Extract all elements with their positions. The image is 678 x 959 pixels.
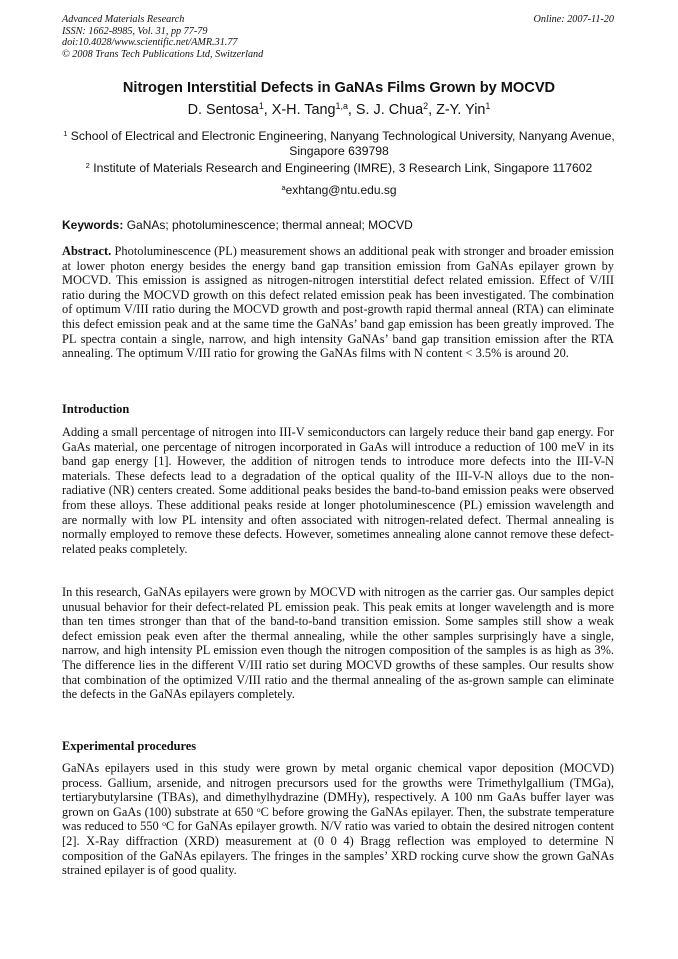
affiliation-mark: 1	[63, 128, 68, 138]
doi-line: doi:10.4028/www.scientific.net/AMR.31.77	[62, 37, 238, 48]
email-mark: a	[281, 182, 286, 192]
affiliation-2	[62, 161, 616, 176]
author-name: Z-Y. Yin	[436, 102, 486, 118]
abstract-text: Photoluminescence (PL) measurement shows an additional peak with stronger and broader emission at lower photon energy besides the energy band gap transition emission from GaNAs epilayer grown by MOCVD. This emission is assigned as nitrogen-nitrogen interstitial defect related emission. Effect of V/III ratio during the MOCVD growth on this defect related emission peak has been investigated. The combination of optimum V/III ratio during the MOCVD growth and post-growth rapid thermal anneal (RTA) can eliminate this defect emission peak and at the same time the GaNAs’ band gap emission has been greatly improved. The PL spectra contain a single, narrow, and high intensity GaNAs’ band gap transition emission after the RTA annealing. The optimum V/III ratio for growing the GaNAs films with N content < 3.5% is around 20.	[62, 244, 614, 361]
intro-paragraph-2: In this research, GaNAs epilayers were grown by MOCVD with nitrogen as the carrier gas. Our samples depict unusual behavior for their defect-related PL emission peak. This peak emits at longer wavelength and is more than ten times stronger than that of the band-to-band transition emission. Some samples still show a weak defect emission peak even after the thermal annealing, while the other samples surprisingly have a single, narrow, and high intensity PL emission even though the nitrogen composition of the samples is as high as 3%. The difference lies in the different V/III ratio set during MOCVD growths of these samples. Our results show that combination of the optimized V/III ratio and the thermal annealing of the as-grown sample can eliminate the defects in the GaNAs epilayers completely.	[62, 585, 614, 702]
author-list: D. Sentosa$^1$, X-H. Tang$^{1,a}$, S. J. Chua$^2$, Z-Y. Yin$^1$	[187, 101, 491, 118]
author-affil-mark: 2	[423, 101, 429, 112]
online-date: Online: 2007-11-20	[533, 14, 614, 25]
email-address[interactable]: exhtang@ntu.edu.sg	[285, 183, 397, 197]
abstract-label: Abstract.	[62, 244, 112, 258]
experimental-text-a: GaNAs epilayers used in this study were grown by metal organic chemical vapor deposition (MOCVD) process. Gallium, arsenide, and nitrogen precursors used for the growths were Trimethylgallium (TMGa), tertiarybutylarsine (TBAs), and dimethylhydrazine (DMHy), respectively. A 100 nm GaAs buffer layer was grown on GaAs (100) substrate at 650	[62, 761, 614, 819]
copyright-line: © 2008 Trans Tech Publications Ltd, Switzerland	[62, 48, 264, 60]
affiliation-mark: 2	[85, 160, 90, 170]
affiliation-text: Institute of Materials Research and Engineering (IMRE), 3 Research Link, Singapore 117602	[93, 161, 593, 175]
keywords-text: GaNAs; photoluminescence; thermal anneal; MOCVD	[126, 218, 413, 232]
section-heading-introduction: Introduction	[62, 402, 130, 416]
experimental-text-c: C for GaNAs epilayer growth. N/V ratio was varied to obtain the desired nitrogen content [2]. X-Ray diffraction (XRD) measurement at (0 0 4) Bragg reflection was employed to determine N composition of the GaNAs epilayers. The fringes in the samples’ XRD rocking curve show the grown GaNAs strained epilayer is of good quality.	[62, 819, 614, 878]
degree-mark: o	[162, 819, 166, 829]
keywords-label: Keywords:	[62, 218, 124, 232]
paper-title: Nitrogen Interstitial Defects in GaNAs Films Grown by MOCVD	[122, 80, 556, 96]
author-affil-mark: 1	[485, 101, 491, 112]
issn-line: ISSN: 1662-8985, Vol. 31, pp 77-79	[62, 25, 208, 37]
experimental-text-b: C before growing the GaNAs epilayer. Then, the substrate temperature was reduced to 550	[62, 804, 614, 834]
journal-name: Advanced Materials Research	[62, 14, 185, 25]
keywords	[62, 218, 413, 232]
author-name: D. Sentosa	[187, 102, 259, 118]
journal-header	[62, 14, 263, 60]
abstract	[62, 244, 614, 361]
author-name: X-H. Tang	[271, 102, 336, 118]
author-affil-mark: 1	[258, 101, 264, 112]
degree-mark: o	[256, 804, 261, 814]
author-affil-mark: 1,a	[335, 101, 348, 112]
experimental-paragraph-1	[62, 761, 614, 878]
author-name: S. J. Chua	[355, 102, 424, 118]
corresponding-email	[0, 183, 678, 197]
intro-paragraph-1: Adding a small percentage of nitrogen into III-V semiconductors can largely reduce their band gap energy. For GaAs material, one percentage of nitrogen incorporated in GaAs will introduce a reduction of 100 meV in its band gap energy [1]. However, the addition of nitrogen tends to introduce more defects into the III-V-N materials. These defects lead to a degradation of the optical quality of the III-V-N alloys due to the non-radiative (NR) centers created. Some additional peaks besides the band-to-band emission peaks were observed from these alloys. These additional peaks reside at longer photoluminescence (PL) emission wavelength and are normally with low PL intensity and often associated with nitrogen-related defect. Thermal annealing is normally employed to remove these defects. However, sometimes annealing alone cannot remove these defect-related peaks completely.	[62, 425, 614, 556]
affiliation-1	[62, 129, 616, 158]
section-heading-experimental: Experimental procedures	[62, 739, 197, 753]
affiliation-text: School of Electrical and Electronic Engineering, Nanyang Technological University, Nanyang Avenue, Singapore 639798	[70, 129, 615, 158]
